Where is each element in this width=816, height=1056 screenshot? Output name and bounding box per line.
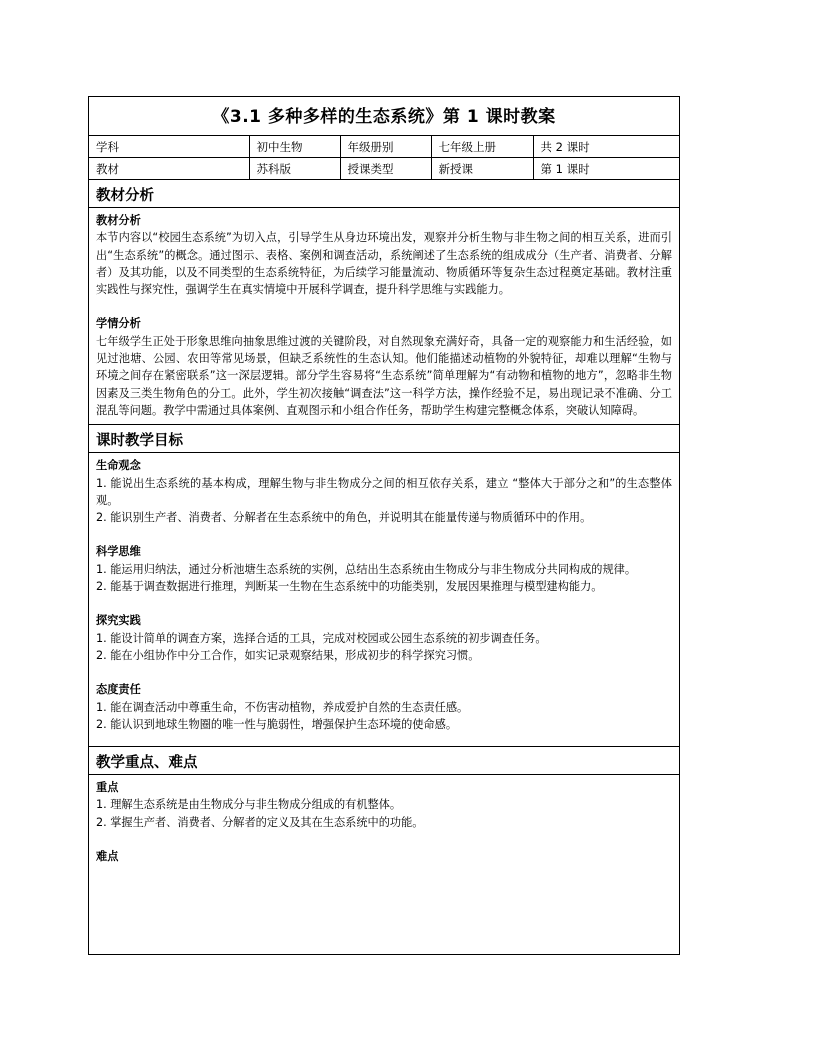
- lesson-plan-sheet: [88, 96, 680, 955]
- objective-item: 1. 能设计简单的调查方案，选择合适的工具，完成对校园或公园生态系统的初步调查任务。: [96, 631, 547, 645]
- focus-item: 1. 理解生态系统是由生物成分与非生物成分组成的有机整体。: [96, 798, 402, 812]
- meta-cell: 新授课: [431, 158, 533, 180]
- meta-cell: 共 2 课时: [533, 136, 680, 158]
- key-points-section: [89, 775, 679, 870]
- objective-group-title: 探究实践: [96, 614, 141, 628]
- key-points-heading: 教学重点、难点: [89, 747, 679, 775]
- textbook-analysis-title: 教材分析: [96, 214, 141, 227]
- student-analysis-title: 学情分析: [96, 317, 141, 331]
- document-title: 《3.1 多种多样的生态系统》第 1 课时教案: [89, 97, 679, 136]
- focus-title: 重点: [96, 781, 119, 795]
- meta-row: [89, 136, 680, 158]
- meta-cell: 七年级上册: [431, 136, 533, 158]
- meta-cell: 授课类型: [340, 158, 431, 180]
- meta-cell: 苏科版: [249, 158, 340, 180]
- meta-cell: 第 1 课时: [533, 158, 680, 180]
- focus-item: 2. 掌握生产者、消费者、分解者的定义及其在生态系统中的功能。: [96, 815, 424, 829]
- student-analysis-text: 七年级学生正处于形象思维向抽象思维过渡的关键阶段，对自然现象充满好奇，具备一定的观察能力和生活经验，如见过池塘、公园、农田等常见场景，但缺乏系统性的生态认知。他们能描述动植物的外貌特征，却难以理解“生物与环境之间存在紧密联系”这一深层逻辑。部分学生容易将“生态系统”简单理解为“有动物和植物的地方”，忽略非生物因素及三类生物角色的分工。此外，学生初次接触“调查法”这一科学方法，操作经验不足，易出现记录不准确、分工混乱等问题。教学中需通过具体案例、直观图示和小组合作任务，帮助学生构建完整概念体系，突破认知障碍。: [96, 334, 672, 417]
- objective-group-title: 态度责任: [96, 683, 141, 697]
- textbook-analysis-text: 本节内容以“校园生态系统”为切入点，引导学生从身边环境出发，观察并分析生物与非生物之间的相互关系，进而引出“生态系统”的概念。通过图示、表格、案例和调查活动，系统阐述了生态系统的组成成分（生产者、消费者、分解者）及其功能，以及不同类型的生态系统特征，为后续学习能量流动、物质循环等复杂生态过程奠定基础。教材注重实践性与探究性，强调学生在真实情境中开展科学调查，提升科学思维与实践能力。: [96, 231, 672, 297]
- objective-item: 2. 能在小组协作中分工合作，如实记录观察结果，形成初步的科学探究习惯。: [96, 648, 480, 662]
- analysis-heading: 教材分析: [89, 180, 679, 208]
- meta-row: [89, 158, 680, 180]
- objective-item: 1. 能说出生态系统的基本构成，理解生物与非生物成分之间的相互依存关系，建立 “整体大于部分之和”的生态整体观。: [96, 476, 672, 507]
- meta-cell: 教材: [89, 158, 249, 180]
- meta-table: [89, 136, 680, 180]
- analysis-section: [89, 208, 679, 425]
- objectives-section: [89, 453, 679, 747]
- objective-item: 1. 能运用归纳法，通过分析池塘生态系统的实例，总结出生态系统由生物成分与非生物成分共同构成的规律。: [96, 562, 637, 576]
- objective-item: 2. 能识别生产者、消费者、分解者在生态系统中的角色，并说明其在能量传递与物质循环中的作用。: [96, 511, 592, 525]
- objectives-heading: 课时教学目标: [89, 425, 679, 453]
- objective-item: 1. 能在调查活动中尊重生命，不伤害动植物，养成爱护自然的生态责任感。: [96, 700, 469, 714]
- meta-cell: 初中生物: [249, 136, 340, 158]
- objective-group-title: 生命观念: [96, 459, 141, 473]
- meta-cell: 学科: [89, 136, 249, 158]
- objective-item: 2. 能认识到地球生物圈的唯一性与脆弱性，增强保护生态环境的使命感。: [96, 717, 458, 731]
- meta-cell: 年级册别: [340, 136, 431, 158]
- difficulty-title: 难点: [96, 850, 119, 864]
- objective-group-title: 科学思维: [96, 545, 141, 559]
- objective-item: 2. 能基于调查数据进行推理，判断某一生物在生态系统中的功能类别，发展因果推理与模型建构能力。: [96, 580, 603, 594]
